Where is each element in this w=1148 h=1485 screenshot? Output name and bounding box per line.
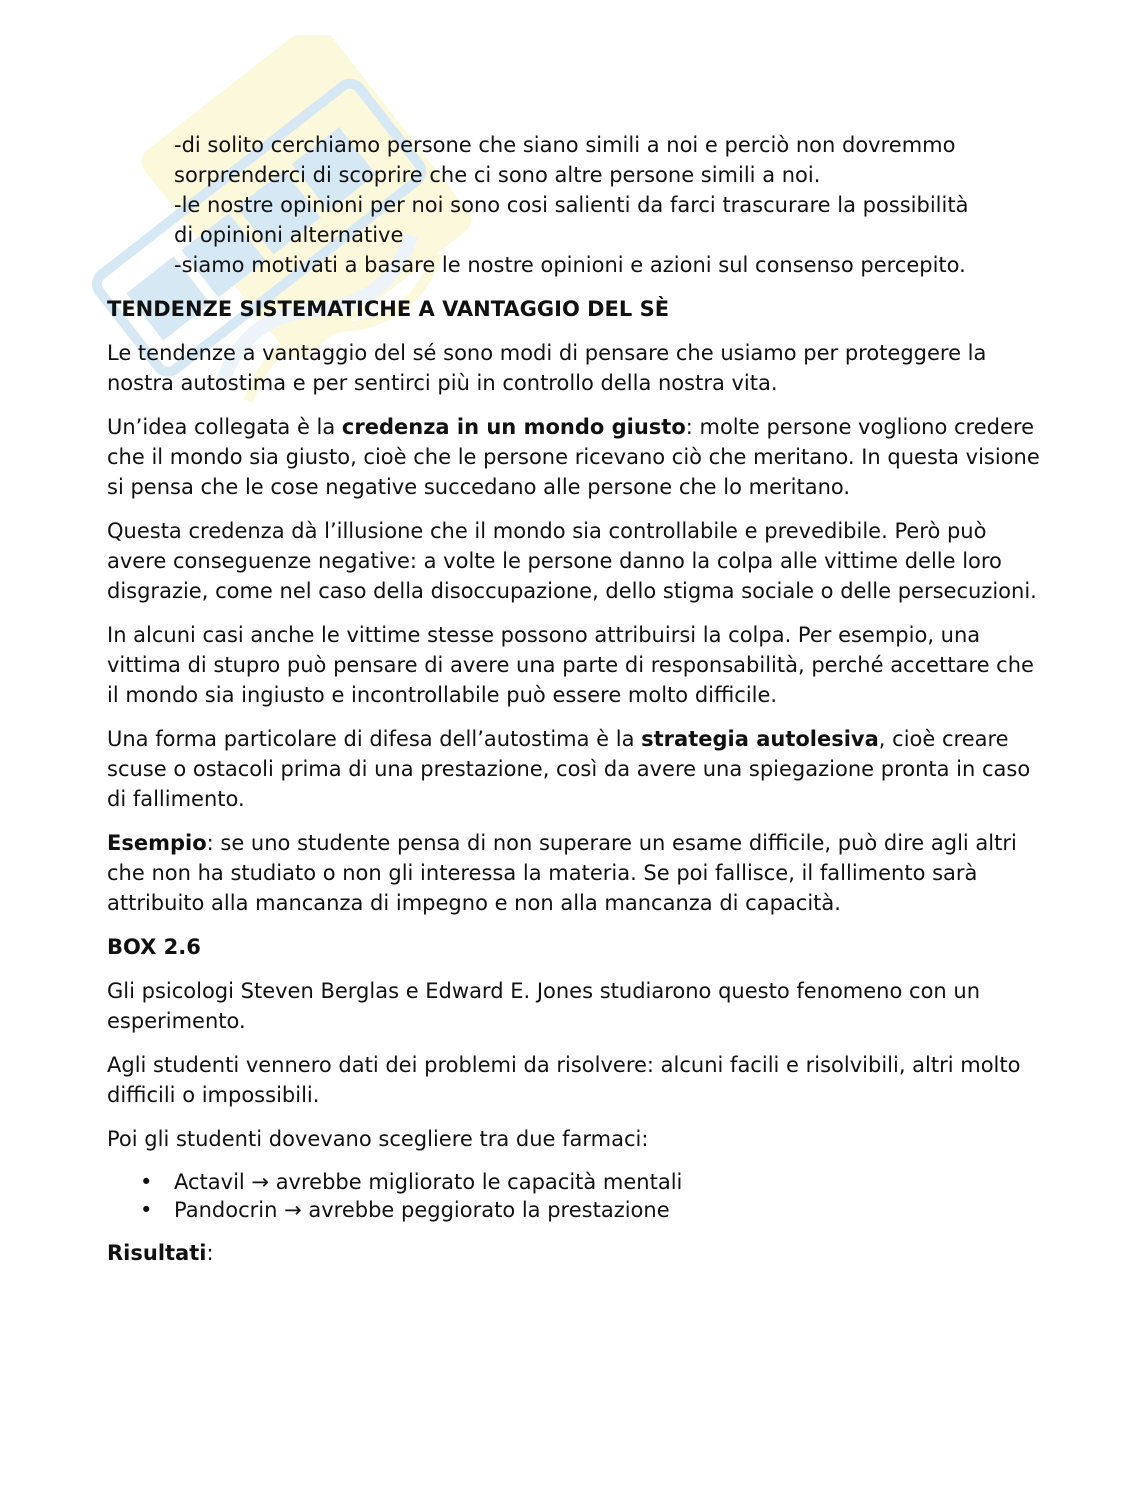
drug-list <box>107 1168 1042 1224</box>
example-label: Esempio <box>107 831 207 855</box>
paragraph-just-world <box>107 412 1042 502</box>
paragraph-victim-blame: In alcuni casi anche le vittime stesse possono attribuirsi la colpa. Per esempio, una vittima di stupro può pensare di avere una parte di responsabilità, perché accettare che il mondo sia ingiusto e incontrollabile può essere molto difficile. <box>107 623 1034 707</box>
results-label: Risultati <box>107 1241 207 1265</box>
intro-line-2: sorprenderci di scoprire che ci sono altre persone simili a noi. <box>174 163 821 187</box>
paragraph-drug-choice: Poi gli studenti dovevano scegliere tra due farmaci: <box>107 1127 649 1151</box>
bullet-icon: • <box>140 1170 153 1194</box>
self-handicapping-intro: Una forma particolare di difesa dell’autostima è la <box>107 727 642 751</box>
intro-indented-list <box>107 130 1042 280</box>
list-item-text: Actavil → avrebbe migliorato le capacità mentali <box>174 1170 683 1194</box>
intro-line-4: di opinioni alternative <box>174 223 404 247</box>
list-item-actavil <box>107 1168 1042 1196</box>
paragraph-consequences: Questa credenza dà l’illusione che il mondo sia controllabile e prevedibile. Però può avere conseguenze negative: a volte le persone danno la colpa alle vittime delle loro disgrazie, come nel caso della disoccupazione, dello stigma sociale o delle persecuzioni. <box>107 519 1037 603</box>
just-world-term: credenza in un mondo giusto <box>341 415 686 439</box>
self-handicapping-explanation: , cioè creare scuse o ostacoli prima di una prestazione, così da avere una spiegazione pronta in caso di fallimento. <box>107 727 1031 811</box>
paragraph-problems: Agli studenti vennero dati dei problemi da risolvere: alcuni facili e risolvibili, altri molto difficili o impossibili. <box>107 1053 1021 1107</box>
intro-line-5: -siamo motivati a basare le nostre opinioni e azioni sul consenso percepito. <box>174 253 966 277</box>
results-colon: : <box>206 1241 214 1265</box>
just-world-intro: Un’idea collegata è la <box>107 415 342 439</box>
paragraph-results <box>107 1238 1042 1268</box>
intro-line-3: -le nostre opinioni per noi sono cosi salienti da farci trascurare la possibilità <box>174 193 969 217</box>
paragraph-self-handicapping <box>107 724 1042 814</box>
just-world-explanation: : molte persone vogliono credere che il mondo sia giusto, cioè che le persone ricevano ciò che meritano. In questa visione si pensa che le cose negative succedano alle persone che lo meritano. <box>107 415 1040 499</box>
section-heading-box: BOX 2.6 <box>107 935 201 959</box>
list-item-pandocrin <box>107 1196 1042 1224</box>
example-text: : se uno studente pensa di non superare un esame difficile, può dire agli altri che non ha studiato o non gli interessa la materia. Se poi fallisce, il fallimento sarà attribuito alla mancanza di impegno e non alla mancanza di capacità. <box>107 831 1017 915</box>
self-handicapping-term: strategia autolesiva <box>641 727 879 751</box>
document-page <box>107 130 1042 1282</box>
list-item-text: Pandocrin → avrebbe peggiorato la prestazione <box>174 1198 670 1222</box>
bullet-icon: • <box>140 1198 153 1222</box>
paragraph-self-serving-definition: Le tendenze a vantaggio del sé sono modi di pensare che usiamo per proteggere la nostra autostima e per sentirci più in controllo della nostra vita. <box>107 341 987 395</box>
intro-line-1: -di solito cerchiamo persone che siano simili a noi e perciò non dovremmo <box>174 133 956 157</box>
paragraph-example <box>107 828 1042 918</box>
section-heading-self-serving-biases: TENDENZE SISTEMATICHE A VANTAGGIO DEL SÈ <box>107 297 670 321</box>
paragraph-berglas-jones: Gli psicologi Steven Berglas e Edward E. Jones studiarono questo fenomeno con un esperimento. <box>107 979 981 1033</box>
